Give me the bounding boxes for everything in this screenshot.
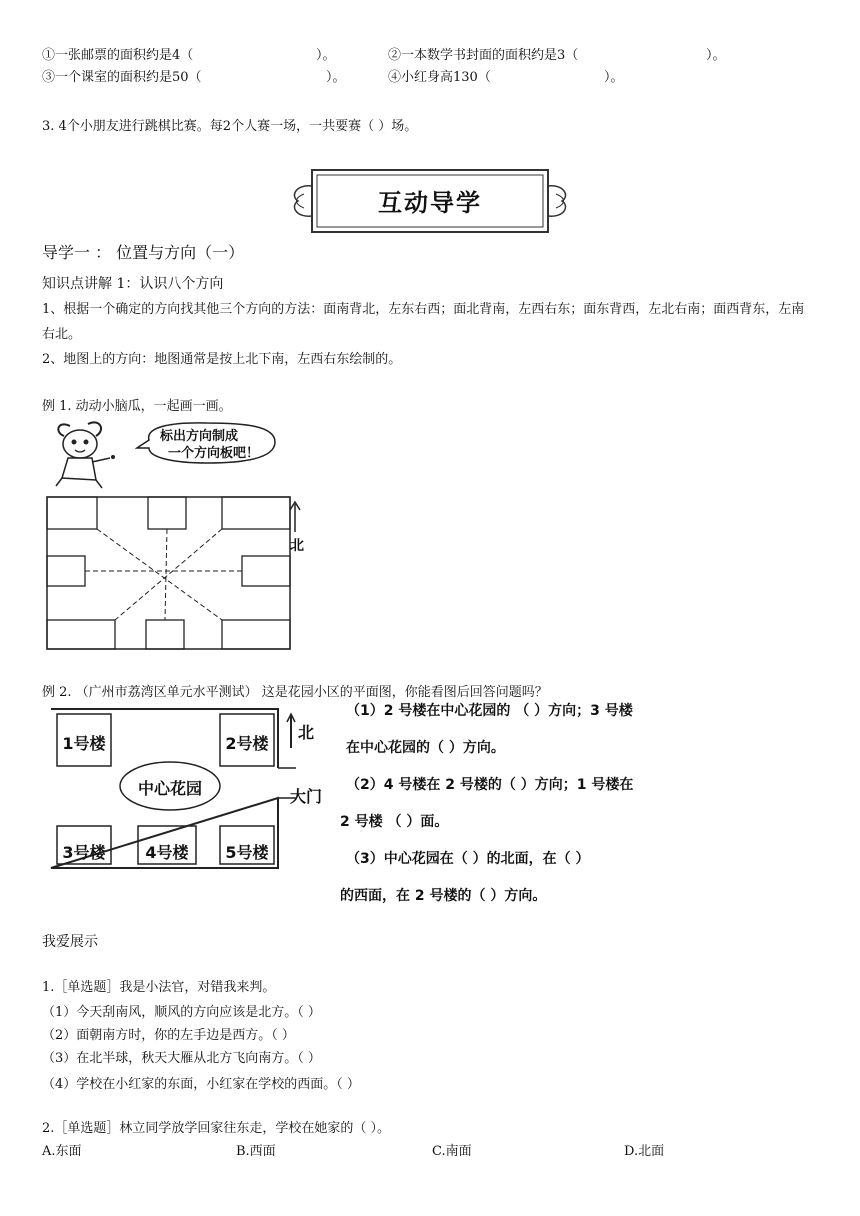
direction-board-diagram xyxy=(46,496,291,650)
cartoon-goat-icon xyxy=(48,418,143,490)
speech-line-1: 标出方向制成 xyxy=(160,429,239,444)
example-2-title: 例 2. （广州市荔湾区单元水平测试） 这是花园小区的平面图，你能看图后回答问题吗？ xyxy=(42,685,548,700)
item-height: ④小红身高130（ xyxy=(388,70,491,85)
building-1-label: 1号楼 xyxy=(62,734,106,753)
north-arrow-icon xyxy=(288,500,302,532)
example-1-title: 例 1. 动动小脑瓜，一起画一画。 xyxy=(42,399,232,414)
question-1-title: 1.［单选题］我是小法官，对错我来判。 xyxy=(42,980,276,995)
option-b[interactable]: B.西面 xyxy=(236,1144,276,1159)
question-1-item-1: （1）今天刮南风，顺风的方向应该是北方。（ ） xyxy=(42,1005,321,1020)
gate-label: 大门 xyxy=(290,787,323,806)
show-section-title: 我爱展示 xyxy=(42,934,98,950)
knowledge-point-2: 2、地图上的方向：地图通常是按上北下南，左西右东绘制的。 xyxy=(42,352,402,367)
question-2-title: 2.［单选题］林立同学放学回家往东走，学校在她家的（ ）。 xyxy=(42,1121,391,1136)
knowledge-point-1: 1、根据一个确定的方向找其他三个方向的方法：面南背北，左东右西；面北背南，左西右东；面东背西，左北右南；面西背东，左南右北。 xyxy=(42,302,805,342)
building-3-label: 3号楼 xyxy=(62,843,106,862)
item-classroom-area: ③一个课室的面积约是50（ xyxy=(42,70,202,85)
question-3: 3. 4个小朋友进行跳棋比赛。每2个人赛一场，一共要赛（ ）场。 xyxy=(42,119,418,134)
ex2-q3-line2: 的西面，在 2 号楼的（ ）方向。 xyxy=(340,888,547,904)
option-c[interactable]: C.南面 xyxy=(432,1144,472,1159)
ex2-q2-line2: 2 号楼 （ ）面。 xyxy=(340,814,449,830)
north-label: 北 xyxy=(290,538,304,554)
section-banner xyxy=(286,166,574,236)
building-4-label: 4号楼 xyxy=(145,843,189,862)
ex2-q2-line1: （2）4 号楼在 2 号楼的（ ）方向；1 号楼在 xyxy=(346,777,634,793)
central-garden-label: 中心花园 xyxy=(137,779,202,798)
question-1-item-3: （3）在北半球，秋天大雁从北方飞向南方。（ ） xyxy=(42,1051,321,1066)
speech-line-2: 一个方向板吧！ xyxy=(168,446,260,461)
section-title: 导学一 ： 位置与方向（一） xyxy=(42,243,245,262)
item-4-close: ）。 xyxy=(604,70,624,85)
ex2-q3-line1: （3）中心花园在（ ）的北面，在（ ） xyxy=(346,851,590,867)
plan-north-label: 北 xyxy=(298,723,315,742)
item-book-cover-area: ②一本数学书封面的面积约是3（ xyxy=(388,48,579,63)
ex2-q1-line1: （1）2 号楼在中心花园的 （ ）方向；3 号楼 xyxy=(346,703,633,719)
knowledge-point-title: 知识点讲解 1：认识八个方向 xyxy=(42,276,224,292)
item-2-close: ）。 xyxy=(706,48,726,63)
item-1-text: ①一张邮票的面积约是4（ xyxy=(42,48,194,63)
question-1-item-4: （4）学校在小红家的东面，小红家在学校的西面。（ ） xyxy=(42,1077,360,1092)
ex2-q1-line2: 在中心花园的（ ）方向。 xyxy=(346,740,505,756)
plan-north-arrow-icon xyxy=(286,712,296,748)
building-2-label: 2号楼 xyxy=(225,734,269,753)
option-a[interactable]: A.东面 xyxy=(42,1144,82,1159)
item-stamp-area xyxy=(42,44,193,63)
building-5-label: 5号楼 xyxy=(225,843,269,862)
item-1-close: ）。 xyxy=(316,48,336,63)
banner-title: 互动导学 xyxy=(378,188,482,217)
option-d[interactable]: D.北面 xyxy=(624,1144,665,1159)
question-1-item-2: （2）面朝南方时，你的左手边是西方。（ ） xyxy=(42,1028,295,1043)
item-3-close: ）。 xyxy=(326,70,346,85)
